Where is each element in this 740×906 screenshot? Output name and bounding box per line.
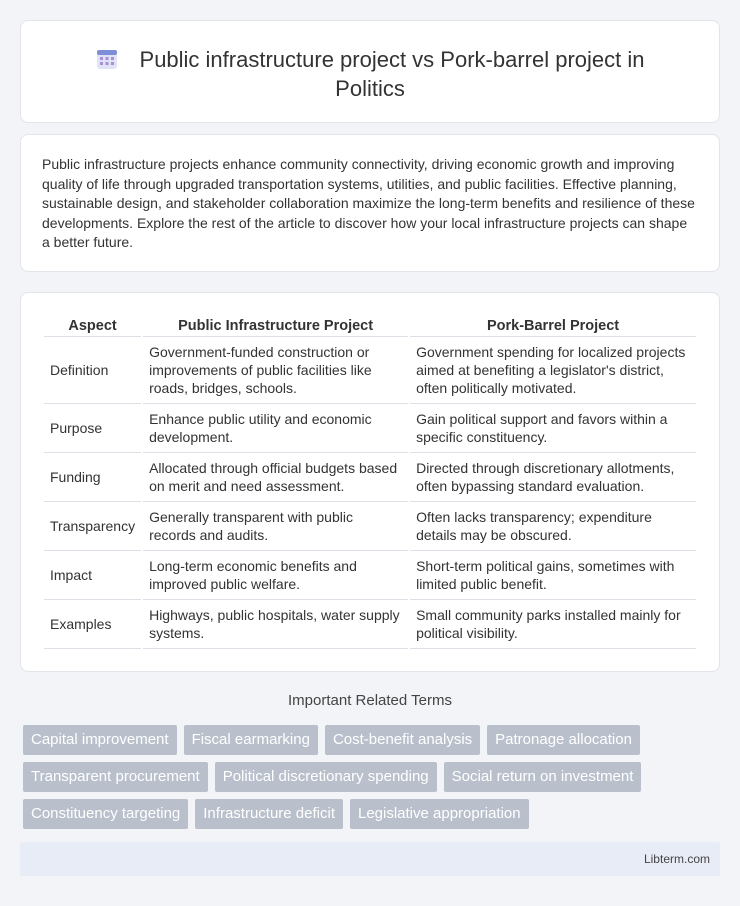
row-public: Generally transparent with public records and audits.: [143, 502, 408, 551]
row-public: Allocated through official budgets based on merit and need assessment.: [143, 453, 408, 502]
intro-card: [20, 134, 720, 272]
header-card: [20, 20, 720, 123]
table-row: [44, 551, 696, 600]
row-aspect: Impact: [44, 551, 141, 600]
related-terms-heading: Important Related Terms: [288, 692, 452, 709]
comparison-table: [42, 315, 698, 649]
table-row: [44, 600, 696, 649]
comparison-table-card: [20, 292, 720, 672]
table-row: [44, 502, 696, 551]
row-aspect: Transparency: [44, 502, 141, 551]
table-row: [44, 337, 696, 404]
calendar-grid-icon: [96, 48, 118, 70]
row-public: Enhance public utility and economic development.: [143, 404, 408, 453]
row-aspect: Definition: [44, 337, 141, 404]
row-pork: Government spending for localized projects aimed at benefiting a legislator's district, often politically motivated.: [410, 337, 696, 404]
footer-site-link[interactable]: Libterm.com: [643, 852, 710, 866]
footer: [20, 842, 720, 876]
tag-social-return-on-investment[interactable]: Social return on investment: [444, 762, 642, 792]
row-aspect: Funding: [44, 453, 141, 502]
row-pork: Often lacks transparency; expenditure details may be obscured.: [410, 502, 696, 551]
tag-row: [23, 799, 703, 829]
tag-infrastructure-deficit[interactable]: Infrastructure deficit: [195, 799, 343, 829]
tag-patronage-allocation[interactable]: Patronage allocation: [487, 725, 640, 755]
tag-cost-benefit-analysis[interactable]: Cost-benefit analysis: [325, 725, 480, 755]
row-pork: Small community parks installed mainly for political visibility.: [410, 600, 696, 649]
column-header-public: Public Infrastructure Project: [143, 315, 408, 337]
tag-row: [23, 725, 703, 755]
column-header-pork: Pork-Barrel Project: [410, 315, 696, 337]
row-public: Government-funded construction or improvements of public facilities like roads, bridges, schools.: [143, 337, 408, 404]
tag-legislative-appropriation[interactable]: Legislative appropriation: [350, 799, 529, 829]
tag-political-discretionary-spending[interactable]: Political discretionary spending: [215, 762, 437, 792]
row-pork: Short-term political gains, sometimes with limited public benefit.: [410, 551, 696, 600]
intro-paragraph: Public infrastructure projects enhance community connectivity, driving economic growth and improving quality of life through upgraded transportation systems, utilities, and public facilities. Effective planning, sustainable design, and stakeholder collaboration maximize the long-term benefits and resilience of these developments. Explore the rest of the article to discover how your local infrastructure projects can shape a better future.: [42, 156, 695, 250]
tag-fiscal-earmarking[interactable]: Fiscal earmarking: [184, 725, 318, 755]
row-pork: Directed through discretionary allotments, often bypassing standard evaluation.: [410, 453, 696, 502]
row-aspect: Examples: [44, 600, 141, 649]
row-pork: Gain political support and favors within a specific constituency.: [410, 404, 696, 453]
row-public: Long-term economic benefits and improved public welfare.: [143, 551, 408, 600]
page-title: Public infrastructure project vs Pork-barrel project in Politics: [139, 47, 645, 101]
related-terms-tags: [23, 725, 703, 836]
tag-capital-improvement[interactable]: Capital improvement: [23, 725, 177, 755]
tag-constituency-targeting[interactable]: Constituency targeting: [23, 799, 188, 829]
table-row: [44, 453, 696, 502]
tag-row: [23, 762, 703, 792]
page-title-wrap: [21, 45, 719, 103]
tag-transparent-procurement[interactable]: Transparent procurement: [23, 762, 208, 792]
row-public: Highways, public hospitals, water supply systems.: [143, 600, 408, 649]
table-header-row: [44, 315, 696, 337]
column-header-aspect: Aspect: [44, 315, 141, 337]
row-aspect: Purpose: [44, 404, 141, 453]
table-row: [44, 404, 696, 453]
